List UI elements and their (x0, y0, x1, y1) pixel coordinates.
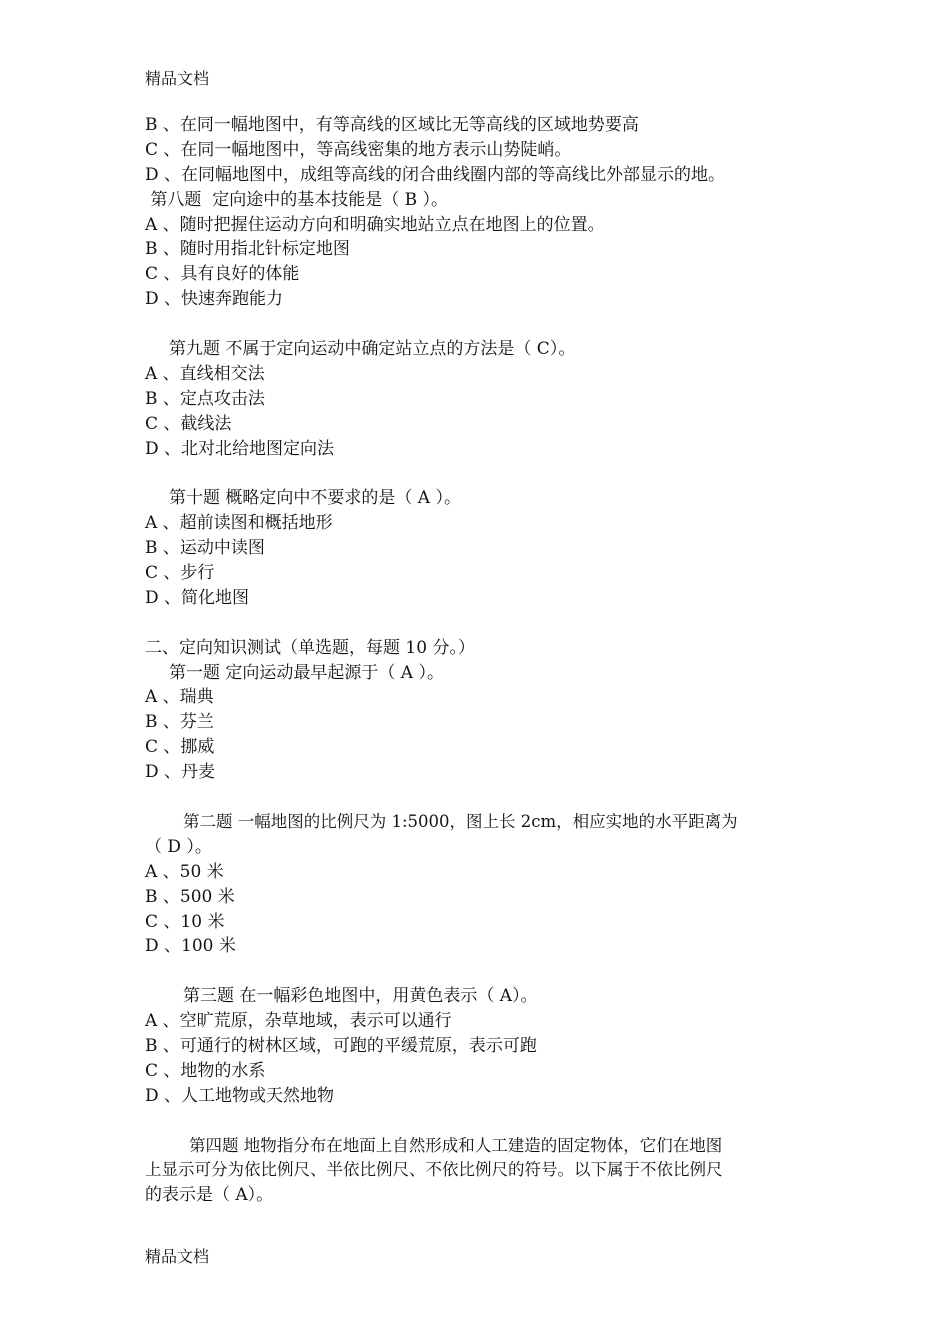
q8-option-a: A 、随时把握住运动方向和明确实地站立点在地图上的位置。 (145, 214, 605, 235)
s2-q3-option-a: A 、空旷荒原，杂草地域，表示可以通行 (145, 1011, 452, 1032)
question-10: 第十题 概略定向中不要求的是（ A ）。 (169, 488, 461, 509)
q10-option-b: B 、运动中读图 (145, 538, 265, 559)
s2-q2-option-a: A 、50 米 (145, 861, 224, 882)
s2-question-3: 第三题 在一幅彩色地图中，用黄色表示（ A）。 (183, 986, 538, 1007)
q9-option-a: A 、直线相交法 (145, 363, 265, 384)
s2-q1-option-b: B 、芬兰 (145, 712, 214, 733)
s2-question-1: 第一题 定向运动最早起源于（ A ）。 (169, 662, 444, 683)
q8-option-c: C 、具有良好的体能 (145, 264, 300, 285)
option-b: B 、在同一幅地图中，有等高线的区域比无等高线的区域地势要高 (145, 115, 639, 135)
q10-option-d: D 、简化地图 (145, 587, 250, 608)
q9-option-d: D 、北对北给地图定向法 (145, 438, 335, 459)
s2-q2-option-d: D 、100 米 (145, 936, 236, 957)
s2-q1-option-c: C 、挪威 (145, 737, 215, 758)
q9-option-b: B 、定点攻击法 (145, 388, 265, 409)
page-header: 精品文档 (145, 69, 210, 88)
s2-question-2-cont: （ D ）。 (145, 836, 212, 857)
s2-q2-option-c: C 、10 米 (145, 911, 225, 932)
option-c: C 、在同一幅地图中，等高线密集的地方表示山势陡峭。 (145, 139, 572, 160)
q10-option-a: A 、超前读图和概括地形 (145, 513, 333, 534)
q10-option-c: C 、步行 (145, 563, 215, 584)
option-d: D 、在同幅地图中，成组等高线的闭合曲线圈内部的等高线比外部显示的地。 (145, 164, 726, 185)
s2-q3-option-c: C 、地物的水系 (145, 1060, 266, 1081)
s2-question-2: 第二题 一幅地图的比例尺为 1:5000，图上长 2cm，相应实地的水平距离为 (183, 811, 738, 831)
page-footer: 精品文档 (145, 1247, 210, 1266)
q8-option-d: D 、快速奔跑能力 (145, 289, 284, 310)
q9-option-c: C 、截线法 (145, 413, 232, 434)
q8-option-b: B 、随时用指北针标定地图 (145, 239, 350, 260)
s2-q3-option-b: B 、可通行的树林区域，可跑的平缓荒原，表示可跑 (145, 1035, 537, 1056)
s2-q3-option-d: D 、人工地物或天然地物 (145, 1085, 335, 1106)
question-8: 第八题 定向途中的基本技能是（ B ）。 (145, 189, 449, 210)
document-body (145, 113, 810, 1208)
s2-question-4-line-3: 的表示是（ A）。 (145, 1185, 274, 1206)
s2-question-4-line-2: 上显示可分为依比例尺、半依比例尺、不依比例尺的符号。以下属于不依比例尺 (145, 1160, 723, 1180)
s2-q2-option-b: B 、500 米 (145, 886, 235, 907)
s2-q1-option-a: A 、瑞典 (145, 687, 214, 708)
question-9: 第九题 不属于定向运动中确定站立点的方法是（ C）。 (169, 339, 576, 360)
s2-question-4-line-1: 第四题 地物指分布在地面上自然形成和人工建造的固定物体，它们在地图 (189, 1135, 723, 1155)
section-2-heading: 二、定向知识测试（单选题，每题 10 分。） (145, 637, 475, 658)
s2-q1-option-d: D 、丹麦 (145, 762, 216, 783)
